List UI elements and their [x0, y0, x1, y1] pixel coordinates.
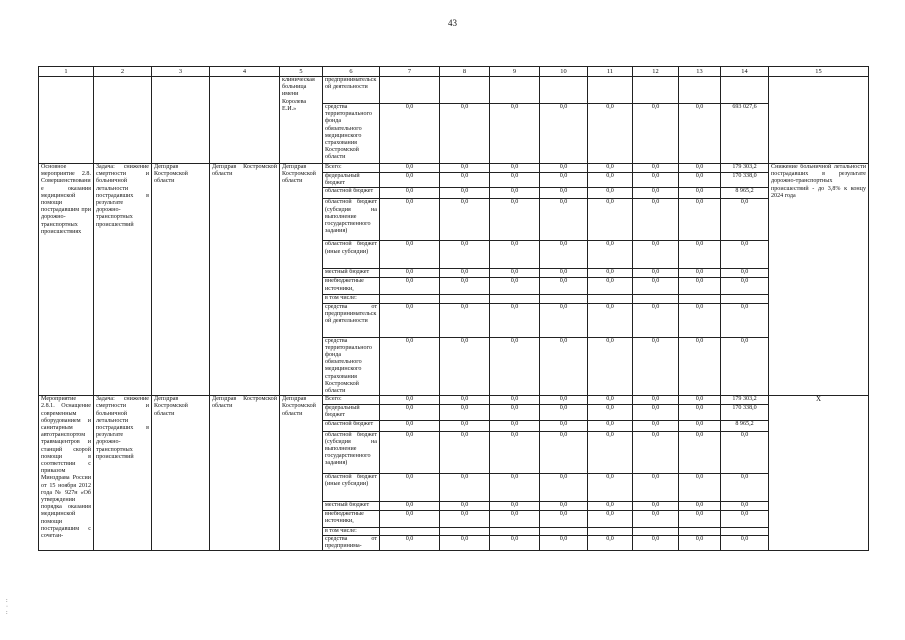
- year-value-cell: [380, 295, 440, 303]
- year-value-cell: 0,0: [380, 510, 440, 527]
- total-value-cell: [721, 77, 769, 104]
- year-value-cell: 0,0: [588, 337, 633, 396]
- year-value-cell: 0,0: [679, 173, 721, 188]
- year-value-cell: 0,0: [679, 164, 721, 173]
- funding-source-cell: Всего:: [323, 164, 380, 173]
- year-value-cell: [490, 527, 540, 535]
- header-row: [39, 67, 869, 77]
- funding-source-cell: средства от предпринима-: [323, 535, 380, 550]
- year-value-cell: 0,0: [540, 303, 588, 337]
- year-value-cell: [633, 527, 679, 535]
- year-value-cell: 0,0: [380, 501, 440, 510]
- year-value-cell: 0,0: [380, 164, 440, 173]
- total-value-cell: 8 965,2: [721, 420, 769, 431]
- year-value-cell: 0,0: [679, 535, 721, 550]
- year-value-cell: 0,0: [633, 396, 679, 405]
- year-value-cell: 0,0: [490, 420, 540, 431]
- year-value-cell: 0,0: [540, 431, 588, 473]
- year-value-cell: 0,0: [440, 241, 490, 269]
- funding-source-cell: областной бюджет (иные субсидии): [323, 241, 380, 269]
- year-value-cell: 0,0: [540, 269, 588, 278]
- funding-source-cell: областной бюджет (субсидия на выполнение государственного задания): [323, 199, 380, 241]
- total-value-cell: 0,0: [721, 269, 769, 278]
- year-value-cell: 0,0: [490, 164, 540, 173]
- year-value-cell: 0,0: [440, 535, 490, 550]
- year-value-cell: 0,0: [440, 104, 490, 164]
- year-value-cell: 0,0: [490, 104, 540, 164]
- year-value-cell: 0,0: [588, 501, 633, 510]
- year-value-cell: [490, 77, 540, 104]
- year-value-cell: 0,0: [679, 269, 721, 278]
- total-value-cell: 8 965,2: [721, 188, 769, 199]
- year-value-cell: 0,0: [540, 164, 588, 173]
- column-number: 11: [588, 67, 633, 77]
- year-value-cell: 0,0: [440, 173, 490, 188]
- year-value-cell: 0,0: [380, 269, 440, 278]
- year-value-cell: 0,0: [633, 104, 679, 164]
- year-value-cell: 0,0: [588, 405, 633, 420]
- year-value-cell: 0,0: [540, 535, 588, 550]
- total-value-cell: 0,0: [721, 337, 769, 396]
- year-value-cell: 0,0: [440, 510, 490, 527]
- year-value-cell: [540, 527, 588, 535]
- year-value-cell: 0,0: [588, 535, 633, 550]
- year-value-cell: 0,0: [440, 431, 490, 473]
- year-value-cell: 0,0: [540, 337, 588, 396]
- total-value-cell: 179 303,2: [721, 164, 769, 173]
- year-value-cell: 0,0: [380, 431, 440, 473]
- year-value-cell: 0,0: [633, 420, 679, 431]
- year-value-cell: 0,0: [633, 431, 679, 473]
- total-value-cell: 0,0: [721, 501, 769, 510]
- table-row: [39, 164, 869, 173]
- year-value-cell: 0,0: [380, 278, 440, 295]
- year-value-cell: 0,0: [588, 269, 633, 278]
- year-value-cell: [440, 77, 490, 104]
- year-value-cell: 0,0: [490, 241, 540, 269]
- year-value-cell: [679, 295, 721, 303]
- year-value-cell: 0,0: [679, 337, 721, 396]
- funding-source-cell: средства территориального фонда обязательного медицинского страхования Костромской области: [323, 337, 380, 396]
- year-value-cell: [440, 527, 490, 535]
- year-value-cell: [588, 77, 633, 104]
- year-value-cell: 0,0: [588, 188, 633, 199]
- year-value-cell: 0,0: [440, 303, 490, 337]
- year-value-cell: 0,0: [540, 510, 588, 527]
- year-value-cell: [540, 77, 588, 104]
- expected-result-cell: X: [769, 396, 869, 551]
- year-value-cell: 0,0: [490, 278, 540, 295]
- total-value-cell: 179 303,2: [721, 396, 769, 405]
- year-value-cell: 0,0: [540, 405, 588, 420]
- year-value-cell: 0,0: [633, 164, 679, 173]
- responsible-executor-cell: [152, 77, 210, 164]
- year-value-cell: 0,0: [588, 303, 633, 337]
- expected-result-cell: Снижение больничной летальности пострадавших в результате дорожно-транспортных происшествий - до 3,8% к концу 2024 года: [769, 164, 869, 396]
- funding-source-cell: внебюджетные источники,: [323, 510, 380, 527]
- year-value-cell: [588, 527, 633, 535]
- total-value-cell: 0,0: [721, 199, 769, 241]
- year-value-cell: 0,0: [380, 188, 440, 199]
- funding-source-cell: внебюджетные источники,: [323, 278, 380, 295]
- year-value-cell: 0,0: [588, 199, 633, 241]
- year-value-cell: 0,0: [490, 173, 540, 188]
- year-value-cell: 0,0: [540, 199, 588, 241]
- column-number: 15: [769, 67, 869, 77]
- year-value-cell: 0,0: [633, 535, 679, 550]
- year-value-cell: 0,0: [380, 405, 440, 420]
- column-number: 14: [721, 67, 769, 77]
- year-value-cell: 0,0: [540, 104, 588, 164]
- year-value-cell: 0,0: [440, 501, 490, 510]
- year-value-cell: [440, 295, 490, 303]
- year-value-cell: 0,0: [490, 473, 540, 501]
- year-value-cell: [633, 77, 679, 104]
- column-number: 13: [679, 67, 721, 77]
- total-value-cell: 0,0: [721, 431, 769, 473]
- event-name-cell: Мероприятие 2.8.1. Оснащение современным оборудованием и санитарным автотранспортом травмацентров и станций скорой помощи в соответствии с приказом Минздрава России от 15 ноября 2012 года № 927н «Об утверждении порядка оказания медицинской помощи пострадавшим с сочетан-: [39, 396, 94, 551]
- column-number: 1: [39, 67, 94, 77]
- year-value-cell: [633, 295, 679, 303]
- year-value-cell: 0,0: [633, 303, 679, 337]
- year-value-cell: 0,0: [633, 173, 679, 188]
- event-name-cell: Основное мероприятие 2.8. Совершенствование оказания медицинской помощи пострадавшим при дорожно-транспортных происшествиях: [39, 164, 94, 396]
- year-value-cell: 0,0: [380, 199, 440, 241]
- year-value-cell: 0,0: [380, 535, 440, 550]
- year-value-cell: 0,0: [633, 269, 679, 278]
- year-value-cell: 0,0: [380, 420, 440, 431]
- year-value-cell: 0,0: [440, 420, 490, 431]
- funding-source-cell: областной бюджет (иные субсидии): [323, 473, 380, 501]
- funding-source-cell: федеральный бюджет: [323, 173, 380, 188]
- year-value-cell: 0,0: [679, 405, 721, 420]
- task-cell: Задача: снижение смертности и больничной летальности пострадавших в результате дорожно-транспортных происшествий: [94, 164, 152, 396]
- year-value-cell: 0,0: [679, 188, 721, 199]
- expected-result-cell: [769, 77, 869, 164]
- year-value-cell: 0,0: [679, 303, 721, 337]
- total-value-cell: [721, 527, 769, 535]
- column-number: 10: [540, 67, 588, 77]
- year-value-cell: 0,0: [633, 199, 679, 241]
- column-number: 4: [210, 67, 280, 77]
- year-value-cell: 0,0: [633, 278, 679, 295]
- year-value-cell: 0,0: [490, 405, 540, 420]
- funding-source-cell: местный бюджет: [323, 501, 380, 510]
- total-value-cell: 170 338,0: [721, 405, 769, 420]
- year-value-cell: 0,0: [633, 188, 679, 199]
- task-cell: Задача: снижение смертности и больничной летальности пострадавших в результате дорожно-транспортных происшествий: [94, 396, 152, 551]
- year-value-cell: 0,0: [440, 473, 490, 501]
- year-value-cell: 0,0: [633, 501, 679, 510]
- year-value-cell: 0,0: [380, 303, 440, 337]
- margin-marks: : · :: [6, 598, 8, 616]
- task-cell: [94, 77, 152, 164]
- funding-source-cell: в том числе:: [323, 295, 380, 303]
- year-value-cell: 0,0: [588, 510, 633, 527]
- year-value-cell: 0,0: [633, 405, 679, 420]
- year-value-cell: 0,0: [679, 510, 721, 527]
- responsible-executor-cell: Депздрав Костромской области: [152, 396, 210, 551]
- year-value-cell: [380, 77, 440, 104]
- participant-cell: клиническая больница имени Королева Е.И.»: [280, 77, 323, 164]
- year-value-cell: 0,0: [440, 199, 490, 241]
- funding-source-cell: предпринимательской деятельности: [323, 77, 380, 104]
- year-value-cell: 0,0: [540, 188, 588, 199]
- year-value-cell: 0,0: [679, 420, 721, 431]
- year-value-cell: 0,0: [679, 278, 721, 295]
- participant-cell: Депздрав Костромской области: [280, 396, 323, 551]
- year-value-cell: 0,0: [588, 241, 633, 269]
- total-value-cell: 0,0: [721, 303, 769, 337]
- funding-source-cell: средства от предпринимательской деятельности: [323, 303, 380, 337]
- year-value-cell: 0,0: [679, 104, 721, 164]
- page-number: 43: [448, 18, 457, 28]
- year-value-cell: 0,0: [440, 405, 490, 420]
- column-number: 5: [280, 67, 323, 77]
- year-value-cell: 0,0: [679, 501, 721, 510]
- year-value-cell: 0,0: [588, 104, 633, 164]
- year-value-cell: 0,0: [588, 164, 633, 173]
- year-value-cell: 0,0: [540, 473, 588, 501]
- year-value-cell: 0,0: [490, 501, 540, 510]
- year-value-cell: [679, 77, 721, 104]
- year-value-cell: 0,0: [588, 396, 633, 405]
- year-value-cell: 0,0: [490, 269, 540, 278]
- total-value-cell: 0,0: [721, 278, 769, 295]
- year-value-cell: 0,0: [490, 535, 540, 550]
- year-value-cell: [679, 527, 721, 535]
- year-value-cell: 0,0: [540, 420, 588, 431]
- year-value-cell: [588, 295, 633, 303]
- table-row: [39, 77, 869, 104]
- year-value-cell: 0,0: [440, 337, 490, 396]
- year-value-cell: 0,0: [588, 420, 633, 431]
- total-value-cell: 0,0: [721, 510, 769, 527]
- event-name-cell: [39, 77, 94, 164]
- column-number: 8: [440, 67, 490, 77]
- year-value-cell: 0,0: [380, 337, 440, 396]
- year-value-cell: 0,0: [679, 241, 721, 269]
- year-value-cell: 0,0: [440, 269, 490, 278]
- year-value-cell: 0,0: [588, 278, 633, 295]
- year-value-cell: 0,0: [633, 473, 679, 501]
- year-value-cell: 0,0: [490, 337, 540, 396]
- year-value-cell: 0,0: [380, 104, 440, 164]
- funding-source-cell: областной бюджет (субсидия на выполнение государственного задания): [323, 431, 380, 473]
- year-value-cell: 0,0: [588, 431, 633, 473]
- year-value-cell: [490, 295, 540, 303]
- year-value-cell: 0,0: [679, 396, 721, 405]
- funding-source-cell: местный бюджет: [323, 269, 380, 278]
- year-value-cell: 0,0: [540, 173, 588, 188]
- total-value-cell: 693 027,6: [721, 104, 769, 164]
- total-value-cell: 0,0: [721, 241, 769, 269]
- total-value-cell: 0,0: [721, 473, 769, 501]
- table-body: [39, 67, 869, 551]
- year-value-cell: 0,0: [440, 164, 490, 173]
- year-value-cell: 0,0: [440, 188, 490, 199]
- year-value-cell: 0,0: [540, 241, 588, 269]
- funding-source-cell: областной бюджет: [323, 188, 380, 199]
- year-value-cell: 0,0: [490, 396, 540, 405]
- year-value-cell: 0,0: [490, 188, 540, 199]
- year-value-cell: [380, 527, 440, 535]
- year-value-cell: 0,0: [633, 510, 679, 527]
- year-value-cell: [540, 295, 588, 303]
- funding-source-cell: средства территориального фонда обязательного медицинского страхования Костромской области: [323, 104, 380, 164]
- year-value-cell: 0,0: [380, 173, 440, 188]
- coexecutor-cell: Депздрав Костромской области: [210, 396, 280, 551]
- year-value-cell: 0,0: [440, 278, 490, 295]
- financing-table: [38, 66, 869, 551]
- year-value-cell: 0,0: [633, 241, 679, 269]
- year-value-cell: 0,0: [490, 199, 540, 241]
- year-value-cell: 0,0: [540, 501, 588, 510]
- column-number: 12: [633, 67, 679, 77]
- year-value-cell: 0,0: [540, 396, 588, 405]
- year-value-cell: 0,0: [679, 473, 721, 501]
- funding-source-cell: Всего:: [323, 396, 380, 405]
- funding-source-cell: областной бюджет: [323, 420, 380, 431]
- year-value-cell: 0,0: [490, 431, 540, 473]
- coexecutor-cell: Депздрав Костромской области: [210, 164, 280, 396]
- total-value-cell: 170 338,0: [721, 173, 769, 188]
- year-value-cell: 0,0: [540, 278, 588, 295]
- column-number: 7: [380, 67, 440, 77]
- column-number: 3: [152, 67, 210, 77]
- funding-source-cell: в том числе:: [323, 527, 380, 535]
- column-number: 6: [323, 67, 380, 77]
- total-value-cell: [721, 295, 769, 303]
- year-value-cell: 0,0: [588, 173, 633, 188]
- responsible-executor-cell: Депздрав Костромской области: [152, 164, 210, 396]
- year-value-cell: 0,0: [380, 396, 440, 405]
- table-row: [39, 396, 869, 405]
- total-value-cell: 0,0: [721, 535, 769, 550]
- funding-source-cell: федеральный бюджет: [323, 405, 380, 420]
- year-value-cell: 0,0: [380, 473, 440, 501]
- column-number: 2: [94, 67, 152, 77]
- year-value-cell: 0,0: [380, 241, 440, 269]
- year-value-cell: 0,0: [679, 199, 721, 241]
- year-value-cell: 0,0: [588, 473, 633, 501]
- year-value-cell: 0,0: [633, 337, 679, 396]
- year-value-cell: 0,0: [679, 431, 721, 473]
- column-number: 9: [490, 67, 540, 77]
- year-value-cell: 0,0: [490, 510, 540, 527]
- coexecutor-cell: [210, 77, 280, 164]
- participant-cell: Депздрав Костромской области: [280, 164, 323, 396]
- year-value-cell: 0,0: [490, 303, 540, 337]
- year-value-cell: 0,0: [440, 396, 490, 405]
